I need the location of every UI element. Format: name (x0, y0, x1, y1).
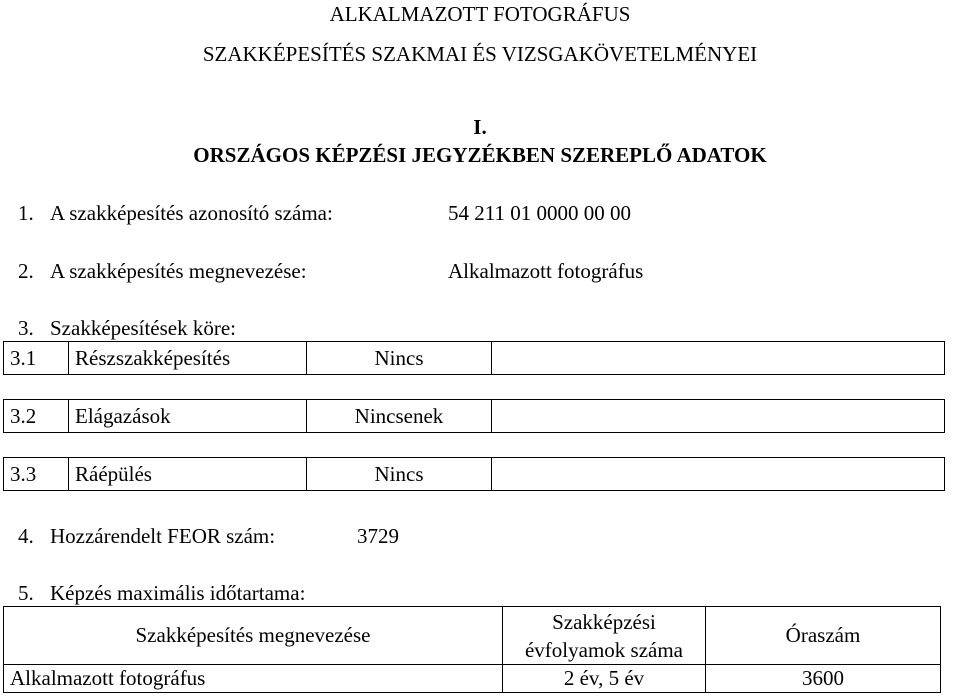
section-heading: ORSZÁGOS KÉPZÉSI JEGYZÉKBEN SZEREPLŐ ADATOK (193, 143, 767, 167)
header-name: Szakképesítés megnevezése (4, 607, 503, 665)
scope-row-label: Ráépülés (69, 458, 307, 491)
header-years (503, 607, 706, 665)
scope-row-label: Részszakképesítés (69, 342, 307, 375)
scope-row-number: 3.3 (4, 458, 69, 491)
scope-row (4, 400, 945, 433)
scope-row-number: 3.2 (4, 400, 69, 433)
scope-row-label: Elágazások (69, 400, 307, 433)
scope-row (4, 342, 945, 375)
header-hours: Óraszám (706, 607, 941, 665)
item2-label: A szakképesítés megnevezése: (50, 259, 307, 283)
header-years-line1: Szakképzési (552, 609, 656, 634)
scope-spacer-row (4, 433, 945, 458)
scope-row (4, 458, 945, 491)
duration-data-row (4, 665, 941, 693)
item3-label: Szakképesítések köre: (50, 316, 237, 340)
item4-value: 3729 (357, 524, 399, 548)
scope-row-value: Nincsenek (307, 400, 492, 433)
section-numeral: I. (473, 115, 487, 139)
header-years-line2: évfolyamok száma (524, 637, 684, 662)
scope-spacer-row (4, 375, 945, 400)
item1-number: 1. (18, 201, 34, 225)
scope-row-value: Nincs (307, 458, 492, 491)
item5-label: Képzés maximális időtartama: (50, 581, 306, 605)
item3-number: 3. (18, 316, 34, 340)
item1-value: 54 211 01 0000 00 00 (448, 201, 631, 225)
duration-header-row (4, 607, 941, 665)
scope-row-empty (492, 342, 945, 375)
scope-row-empty (492, 400, 945, 433)
item2-number: 2. (18, 259, 34, 283)
item1-label: A szakképesítés azonosító száma: (50, 201, 333, 225)
item5-number: 5. (18, 581, 34, 605)
row-name: Alkalmazott fotográfus (4, 665, 503, 693)
item4-number: 4. (18, 524, 34, 548)
document-title-line2: SZAKKÉPESÍTÉS SZAKMAI ÉS VIZSGAKÖVETELMÉNYEI (202, 42, 758, 66)
row-years: 2 év, 5 év (503, 665, 706, 693)
duration-table (3, 606, 941, 693)
row-hours: 3600 (706, 665, 941, 693)
item4-label: Hozzárendelt FEOR szám: (50, 524, 276, 548)
scope-row-empty (492, 458, 945, 491)
scope-table (3, 341, 945, 491)
scope-row-value: Nincs (307, 342, 492, 375)
document-title-line1: ALKALMAZOTT FOTOGRÁFUS (329, 2, 631, 26)
scope-row-number: 3.1 (4, 342, 69, 375)
item2-value: Alkalmazott fotográfus (448, 259, 644, 283)
